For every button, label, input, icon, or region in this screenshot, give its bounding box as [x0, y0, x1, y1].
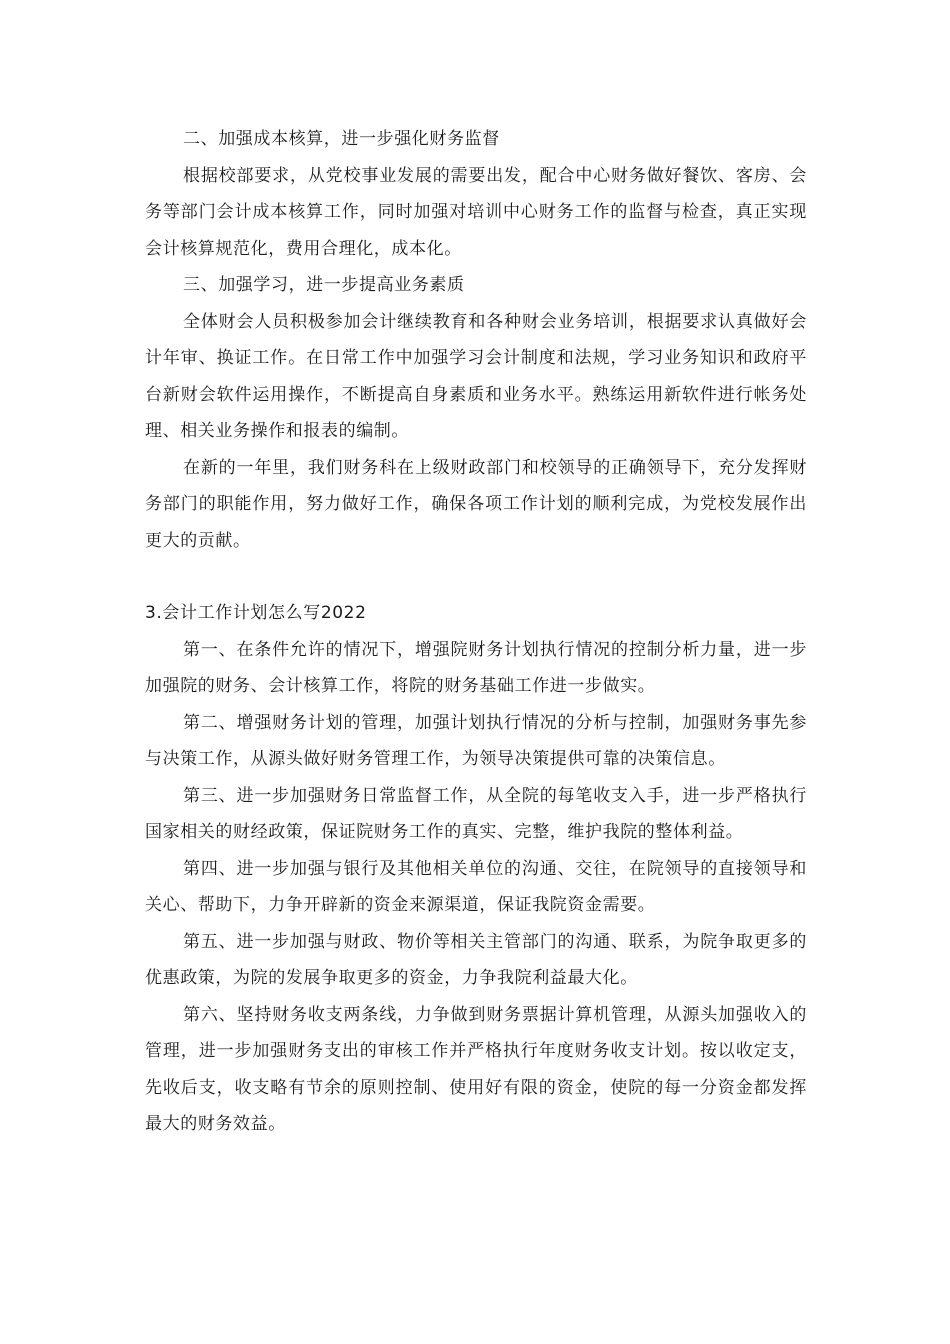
heading-cost-accounting: 二、加强成本核算，进一步强化财务监督: [183, 129, 500, 149]
section-title: 3.会计工作计划怎么写2022: [145, 603, 367, 623]
paragraph-new-year: 在新的一年里，我们财务科在上级财政部门和校领导的正确领导下，充分发挥财务部门的职能作用，努力做好工作，确保各项工作计划的顺利完成，为党校发展作出更大的贡献。: [145, 457, 807, 551]
paragraph-item-4: 第四、进一步加强与银行及其他相关单位的沟通、交往，在院领导的直接领导和关心、帮助下，力争开辟新的资金来源渠道，保证我院资金需要。: [145, 858, 807, 915]
paragraph-cost-accounting: 根据校部要求，从党校事业发展的需要出发，配合中心财务做好餐饮、客房、会务等部门会计成本核算工作，同时加强对培训中心财务工作的监督与检查，真正实现会计核算规范化，费用合理化，成本化。: [145, 165, 807, 259]
paragraph-item-5: 第五、进一步加强与财政、物价等相关主管部门的沟通、联系，为院争取更多的优惠政策，为院的发展争取更多的资金，力争我院利益最大化。: [145, 931, 807, 988]
heading-study: 三、加强学习，进一步提高业务素质: [183, 275, 465, 295]
paragraph-item-1: 第一、在条件允许的情况下，增强院财务计划执行情况的控制分析力量，进一步加强院的财务、会计核算工作，将院的财务基础工作进一步做实。: [145, 639, 807, 696]
document-body: [145, 121, 807, 1143]
paragraph-item-6: 第六、坚持财务收支两条线，力争做到财务票据计算机管理，从源头加强收入的管理，进一步加强财务支出的审核工作并严格执行年度财务收支计划。按以收定支，先收后支，收支略有节余的原则控制、使用好有限的资金，使院的每一分资金都发挥最大的财务效益。: [145, 1004, 807, 1134]
paragraph-item-2: 第二、增强财务计划的管理，加强计划执行情况的分析与控制，加强财务事先参与决策工作，从源头做好财务管理工作，为领导决策提供可靠的决策信息。: [145, 712, 807, 769]
paragraph-study: 全体财会人员积极参加会计继续教育和各种财会业务培训，根据要求认真做好会计年审、换证工作。在日常工作中加强学习会计制度和法规，学习业务知识和政府平台新财会软件运用操作，不断提高自身素质和业务水平。熟练运用新软件进行帐务处理、相关业务操作和报表的编制。: [145, 311, 807, 441]
paragraph-item-3: 第三、进一步加强财务日常监督工作，从全院的每笔收支入手，进一步严格执行国家相关的财经政策，保证院财务工作的真实、完整，维护我院的整体利益。: [145, 785, 807, 842]
